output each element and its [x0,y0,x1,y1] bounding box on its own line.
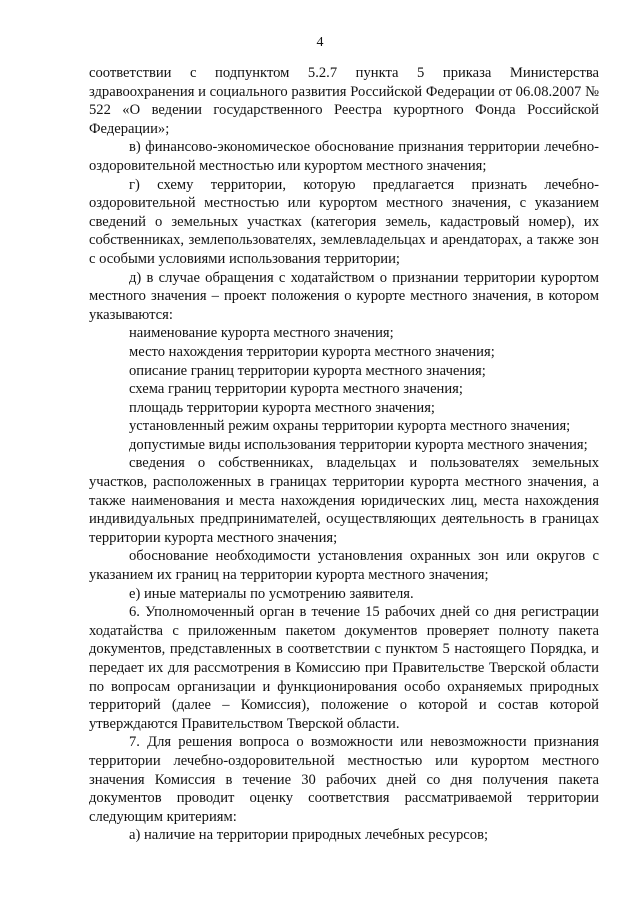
list-item: площадь территории курорта местного значения; [129,399,435,416]
paragraph: соответствии с подпунктом 5.2.7 пункта 5 приказа Министерства здравоохранения и социального развития Российской Федерации от 06.08.2007 № 522 «О ведении государственного Реестра курортного Фонда Российской Федерации»; [89,65,599,137]
page-number: 4 [316,35,324,50]
paragraph: д) в случае обращения с ходатайством о признании территории курортом местного значения – проект положения о курорте местного значения, в котором указываются: [89,269,599,323]
list-item: установленный режим охраны территории курорта местного значения; [129,418,571,435]
list-item: описание границ территории курорта местного значения; [129,362,486,379]
list-item: схема границ территории курорта местного значения; [129,381,463,398]
list-item: допустимые виды использования территории курорта местного значения; [129,436,588,453]
paragraph: г) схему территории, которую предлагается признать лечебно-оздоровительной местностью или курортом местного значения, с указанием сведений о земельных участках (категория земель, кадастровый номер), их собственниках, землепользователях, землевладельцах и арендаторах, а также зон с особыми условиями использования территории; [89,176,599,267]
list-item: е) иные материалы по усмотрению заявителя. [129,585,414,602]
paragraph: 6. Уполномоченный орган в течение 15 рабочих дней со дня регистрации ходатайства с приложенным пакетом документов проверяет полноту пакета документов, представленных в соответствии с пунктом 5 настоящего Порядка, и передает их для рассмотрения в Комиссию при Правительстве Тверской области по вопросам организации и функционирования особо охраняемых природных территорий (далее – Комиссия), положение о которой и состав которой утверждаются Правительством Тверской области. [89,604,599,732]
list-item: а) наличие на территории природных лечебных ресурсов; [129,827,489,844]
paragraph: в) финансово-экономическое обоснование признания территории лечебно-оздоровительной местностью или курортом местного значения; [89,139,599,174]
list-item: наименование курорта местного значения; [129,325,394,342]
list-item: сведения о собственниках, владельцах и пользователях земельных участков, расположенных в границах территории курорта местного значения, а также наименования и места нахождения юридических лиц, места нахождения индивидуальных предпринимателей, осуществляющих деятельность в границах территории курорта местного значения; [89,455,599,546]
document-body [89,64,599,845]
list-item: обоснование необходимости установления охранных зон или округов с указанием их границ на территории курорта местного значения; [89,548,599,584]
list-item: место нахождения территории курорта местного значения; [129,343,495,360]
paragraph: 7. Для решения вопроса о возможности или невозможности признания территории лечебно-оздоровительной местностью или курортом местного значения Комиссия в течение 30 рабочих дней со дня получения пакета документов проводит оценку соответствия рассматриваемой территории следующим критериям: [89,734,599,825]
